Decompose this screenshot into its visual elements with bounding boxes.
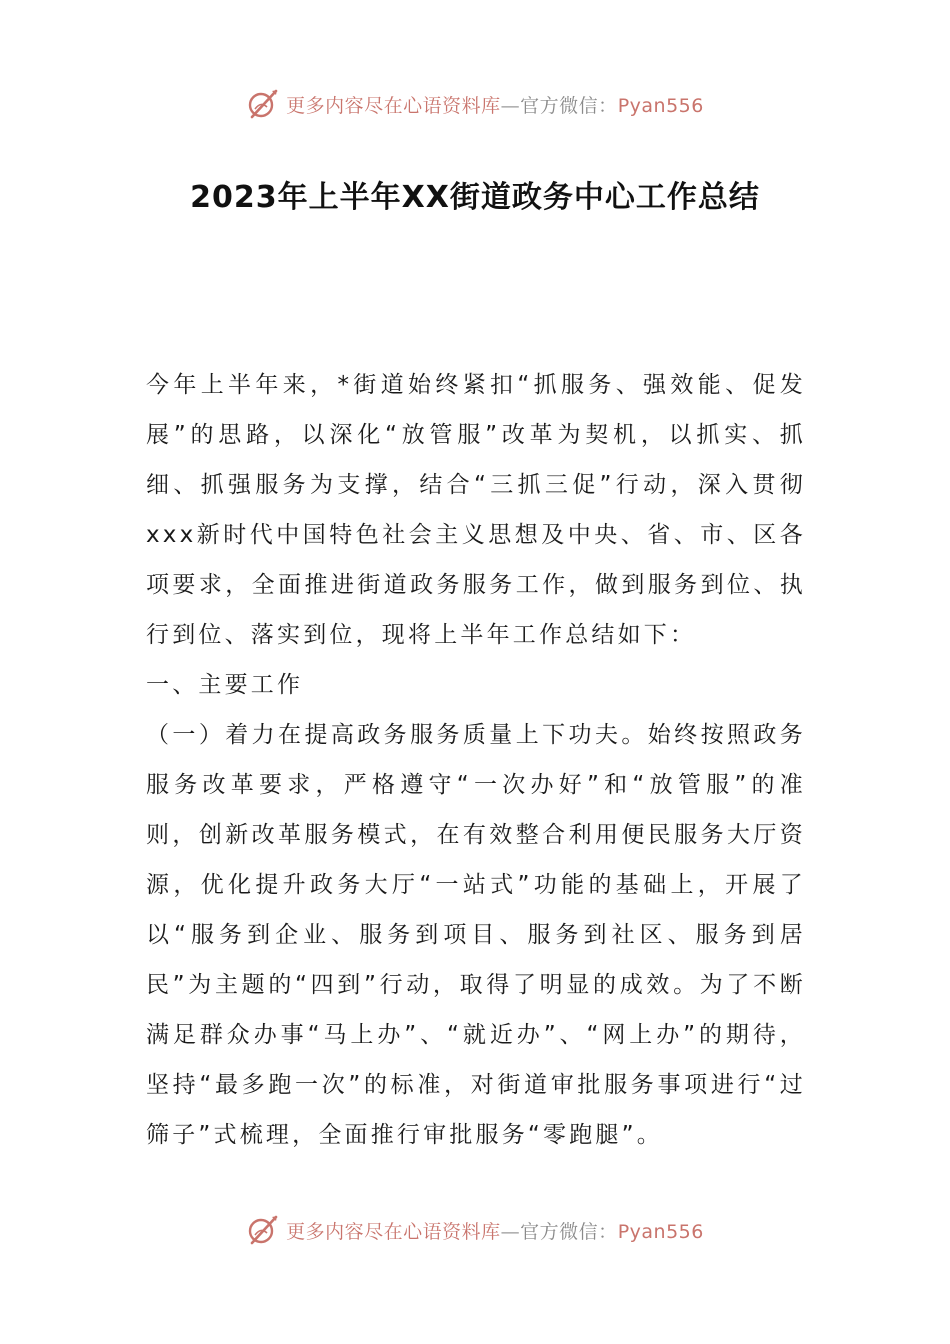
watermark-wechat-label: 官方微信： [520, 94, 618, 117]
document-title: 2023年上半年XX街道政务中心工作总结 [190, 180, 760, 215]
watermark-separator: — [500, 1220, 521, 1243]
watermark-separator: — [500, 94, 521, 117]
watermark-main: 更多内容尽在心语资料库 [286, 94, 501, 117]
watermark-wechat-label: 官方微信： [520, 1220, 618, 1243]
header-watermark [0, 82, 950, 126]
pen-circle-logo-icon [246, 1213, 280, 1247]
watermark-text [286, 91, 704, 118]
watermark-main: 更多内容尽在心语资料库 [286, 1220, 501, 1243]
intro-paragraph: 今年上半年来，*街道始终紧扣“抓服务、强效能、促发展”的思路，以深化“放管服”改革为契机，以抓实、抓细、抓强服务为支撑，结合“三抓三促”行动，深入贯彻xxx新时代中国特色社会主义思想及中央、省、市、区各项要求，全面推进街道政务服务工作，做到服务到位、执行到位、落实到位，现将上半年工作总结如下： [146, 372, 806, 648]
pen-circle-logo-icon [246, 87, 280, 121]
watermark-wechat-id: Pyan556 [617, 94, 704, 117]
section-paragraph: （一）着力在提高政务服务质量上下功夫。始终按照政务服务改革要求，严格遵守“一次办好”和“放管服”的准则，创新改革服务模式，在有效整合利用便民服务大厅资源，优化提升政务大厅“一站式”功能的基础上，开展了以“服务到企业、服务到项目、服务到社区、服务到居民”为主题的“四到”行动，取得了明显的成效。为了不断满足群众办事“马上办”、“就近办”、“网上办”的期待，坚持“最多跑一次”的标准，对街道审批服务事项进行“过筛子”式梳理，全面推行审批服务“零跑腿”。 [146, 722, 806, 1148]
watermark-wechat-id: Pyan556 [617, 1220, 704, 1243]
footer-watermark [0, 1208, 950, 1252]
document-body [146, 360, 806, 1160]
watermark-text [286, 1217, 704, 1244]
section-heading: 一、主要工作 [146, 672, 304, 698]
